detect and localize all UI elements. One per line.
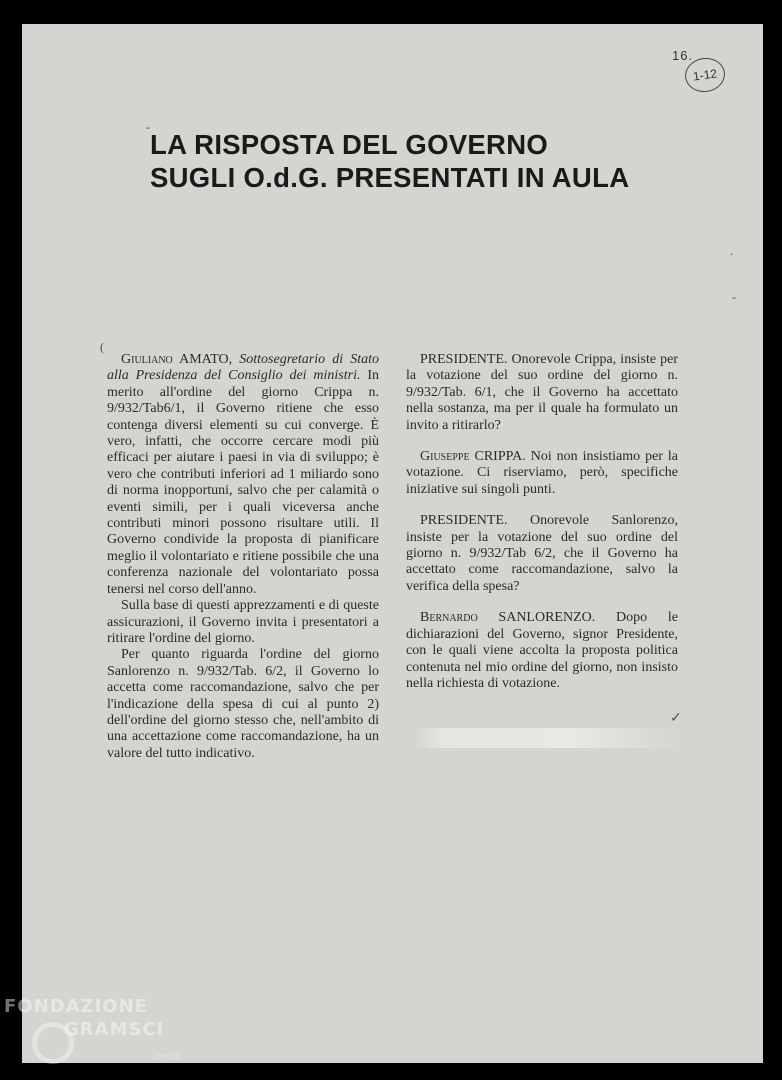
watermark-logo-icon [32, 1022, 74, 1064]
speaker-role: Sottosegretario di Stato alla Presidenza del Consiglio dei ministri. [107, 352, 379, 384]
speech-text: Dopo le dichiarazioni del Governo, signor Presidente, con le quali viene accolta la proposta politica contenuta nel mio ordine del giorno, non insisto nella richiesta di votazione. [406, 610, 679, 691]
title-line-1: LA RISPOSTA DEL GOVERNO [150, 129, 549, 160]
speaker-name: Giuseppe CRIPPA. [420, 449, 526, 465]
speaker-name: Bernardo SANLORENZO. [420, 610, 596, 626]
page-number: 16. [672, 48, 694, 63]
pen-mark: - [732, 290, 736, 304]
watermark [4, 996, 164, 1040]
watermark-line-2: GRAMSCI [64, 1019, 165, 1040]
right-column [406, 352, 678, 692]
paragraph [406, 449, 678, 498]
speech-text: Noi non insistiamo per la votazione. Ci riserviamo, però, specifiche iniziative sui singoli punti. [406, 449, 679, 497]
speaker-name: Giuliano AMATO, [121, 352, 233, 367]
pen-mark: - [146, 120, 150, 134]
speech-text: Onorevole Crippa, insiste per la votazione del suo ordine del giorno n. 9/932/Tab. 6/1, che il Governo ha accettato nella sostanza, ma per il quale ha formulato un invito a ritirarlo? [406, 352, 679, 433]
redacted-strip [416, 728, 678, 748]
paragraph: Per quanto riguarda l'ordine del giorno Sanlorenzo n. 9/932/Tab. 6/2, il Governo lo accetta come raccomandazione, salvo che per l'indicazione della spesa di cui al punto 2) dell'ordine del giorno stesso che, nell'ambito di una accettazione come raccomandazione, ha un valore del tutto indicativo. [107, 647, 379, 761]
paragraph [107, 352, 379, 598]
pen-tick-mark: ✓ [670, 711, 682, 726]
paragraph: Sulla base di questi apprezzamenti e di queste assicurazioni, il Governo invita i presentatori a ritirare l'ordine del giorno. [107, 598, 379, 646]
title-line-2: SUGLI O.d.G. PRESENTATI IN AULA [150, 162, 630, 193]
speaker-name: PRESIDENTE. [420, 352, 508, 367]
watermark-line-1: FONDAZIONE [4, 996, 148, 1017]
watermark-line-3: onlus [156, 1052, 181, 1062]
circled-handwritten-note: 1-12 [683, 55, 727, 94]
paragraph [406, 513, 678, 595]
paragraph [406, 610, 678, 692]
speech-text: In merito all'ordine del giorno Crippa n. 9/932/Tab6/1, il Governo ritiene che esso contenga diversi elementi su cui converge. È vero, infatti, che occorre cercare modi più efficaci per aiutare i paesi in via di sviluppo; è vero che contributi inferiori ad 1 miliardo sono di norma inopportuni, salvo che per calamità o eventi simili, per i quali viceversa anche contributi minori possono risultare utili. Il Governo condivide la proposta di pianificare meglio il volontariato e ritiene possibile che una conferenza nazionale del volontariato possa tenersi nel corso dell'anno. [107, 368, 380, 597]
paragraph [406, 352, 678, 434]
speaker-name: PRESIDENTE. [420, 513, 508, 529]
page-title [150, 128, 629, 194]
pen-mark: ( [100, 340, 104, 354]
speech-text: Onorevole Sanlorenzo, insiste per la votazione del suo ordine del giorno n. 9/932/Tab 6/2, che il Governo ha accettato come raccomandazione, salvo la verifica della spesa? [406, 513, 678, 594]
pen-mark: . [730, 244, 733, 258]
left-column [107, 352, 379, 762]
